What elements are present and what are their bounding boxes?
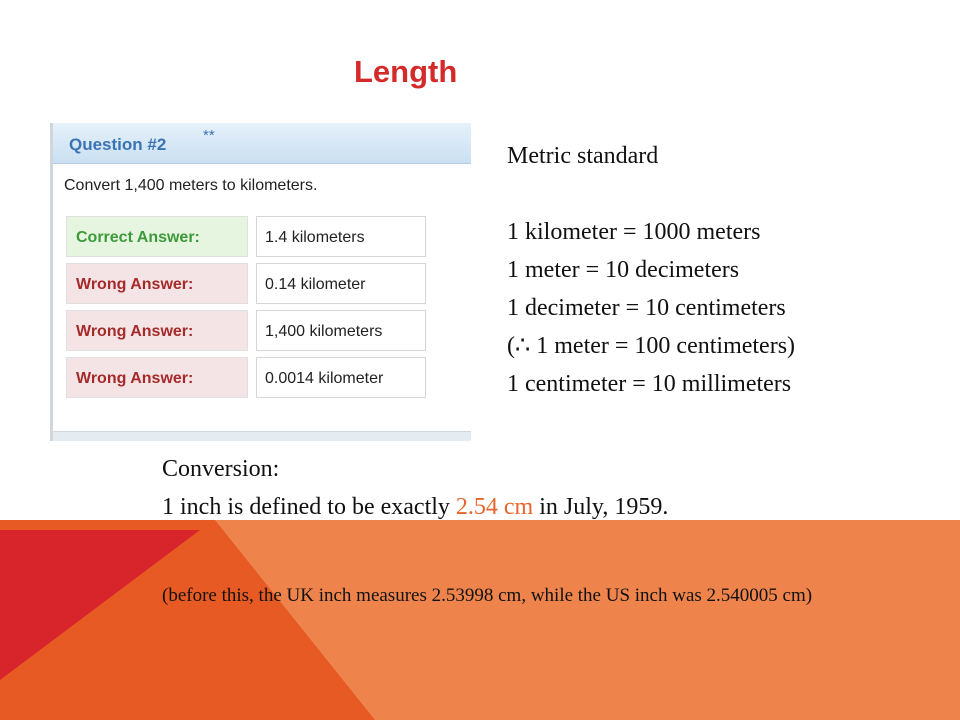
correct-answer-label: Correct Answer: bbox=[66, 216, 248, 257]
answer-value: 0.0014 kilometer bbox=[256, 357, 426, 398]
decorative-band bbox=[0, 520, 960, 720]
historical-note: (before this, the UK inch measures 2.53998 cm, while the US inch was 2.540005 cm) bbox=[162, 585, 813, 606]
quiz-prompt: Convert 1,400 meters to kilometers. bbox=[64, 177, 318, 194]
answer-value: 1,400 kilometers bbox=[256, 310, 426, 351]
wrong-answer-label: Wrong Answer: bbox=[66, 310, 248, 351]
conversion-text: 1 inch is defined to be exactly 2.54 cm in July, 1959. bbox=[162, 494, 669, 520]
wrong-answer-label: Wrong Answer: bbox=[66, 357, 248, 398]
metric-line: (∴ 1 meter = 100 centimeters) bbox=[507, 333, 796, 359]
highlight-value: 2.54 cm bbox=[455, 494, 534, 520]
quiz-title: Question #2 bbox=[69, 135, 167, 154]
metric-line: 1 meter = 10 decimeters bbox=[507, 257, 740, 283]
metric-standard-block bbox=[507, 137, 795, 403]
answer-value: 0.14 kilometer bbox=[256, 263, 426, 304]
metric-line: 1 centimeter = 10 millimeters bbox=[507, 371, 792, 397]
quiz-header bbox=[53, 123, 471, 164]
metric-line: 1 kilometer = 1000 meters bbox=[507, 219, 761, 245]
conversion-block bbox=[162, 450, 668, 526]
slide-title: Length bbox=[354, 54, 458, 89]
quiz-panel bbox=[50, 123, 471, 441]
wrong-answer-label: Wrong Answer: bbox=[66, 263, 248, 304]
metric-line: 1 decimeter = 10 centimeters bbox=[507, 295, 786, 321]
difficulty-stars: ** bbox=[203, 127, 215, 144]
answer-value: 1.4 kilometers bbox=[256, 216, 426, 257]
quiz-footer bbox=[53, 431, 471, 441]
conversion-heading: Conversion: bbox=[162, 456, 280, 482]
metric-heading: Metric standard bbox=[507, 143, 659, 169]
